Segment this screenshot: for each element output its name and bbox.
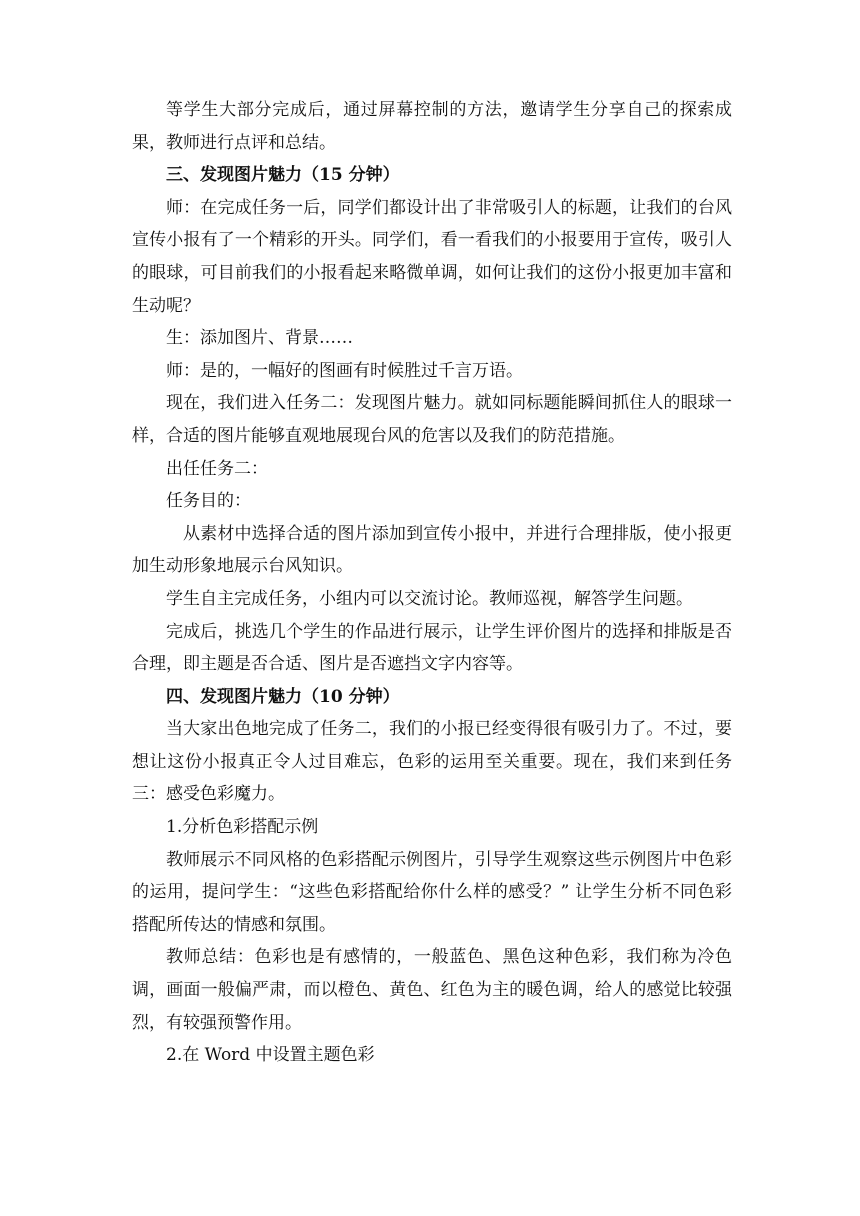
paragraph-teacher-summary: 教师总结：色彩也是有感情的，一般蓝色、黑色这种色彩，我们称为冷色调，画面一般偏严肃，而以橙色、黄色、红色为主的暖色调，给人的感觉比较强烈，有较强预警作用。 (132, 947, 732, 1033)
paragraph-teacher-intro: 师：在完成任务一后，同学们都设计出了非常吸引人的标题，让我们的台风宣传小报有了一个精彩的开头。同学们，看一看我们的小报要用于宣传，吸引人的眼球，可目前我们的小报看起来略微单调，如何让我们的这份小报更加丰富和生动呢？ (132, 197, 732, 316)
paragraph-subheading-1: 1.分析色彩搭配示例 (166, 817, 319, 838)
paragraph-student-work: 学生自主完成任务，小组内可以交流讨论。教师巡视，解答学生问题。 (166, 588, 693, 609)
paragraph-task-two-label: 出任任务二： (166, 458, 268, 479)
paragraph-share-results: 等学生大部分完成后，通过屏幕控制的方法，邀请学生分享自己的探索成果，教师进行点评和总结。 (132, 100, 732, 153)
paragraph-task-three-intro: 当大家出色地完成了任务二，我们的小报已经变得很有吸引力了。不过，要想让这份小报真正令人过目难忘，色彩的运用至关重要。现在，我们来到任务三：感受色彩魔力。 (132, 719, 732, 805)
paragraph-task-goal: 从素材中选择合适的图片添加到宣传小报中，并进行合理排版，使小报更加生动形象地展示台风知识。 (132, 523, 732, 577)
document-page (132, 94, 732, 1072)
paragraph-task-two-intro: 现在，我们进入任务二：发现图片魅力。就如同标题能瞬间抓住人的眼球一样，合适的图片能够直观地展现台风的危害以及我们的防范措施。 (132, 393, 732, 446)
paragraph-color-examples: 教师展示不同风格的色彩搭配示例图片，引导学生观察这些示例图片中色彩的运用，提问学生：“这些色彩搭配给你什么样的感受？” 让学生分析不同色彩搭配所传达的情感和氛围。 (132, 849, 732, 935)
paragraph-student-answer: 生：添加图片、背景…… (166, 328, 353, 349)
section-heading-3: 三、发现图片魅力（15 分钟） (166, 165, 400, 186)
paragraph-task-goal-label: 任务目的： (166, 491, 251, 512)
paragraph-teacher-reply: 师：是的，一幅好的图画有时候胜过千言万语。 (166, 360, 523, 381)
paragraph-showcase: 完成后，挑选几个学生的作品进行展示，让学生评价图片的选择和排版是否合理，即主题是否合适、图片是否遮挡文字内容等。 (132, 621, 732, 675)
section-heading-4: 四、发现图片魅力（10 分钟） (166, 686, 400, 707)
paragraph-subheading-2: 2.在 Word 中设置主题色彩 (166, 1045, 375, 1066)
